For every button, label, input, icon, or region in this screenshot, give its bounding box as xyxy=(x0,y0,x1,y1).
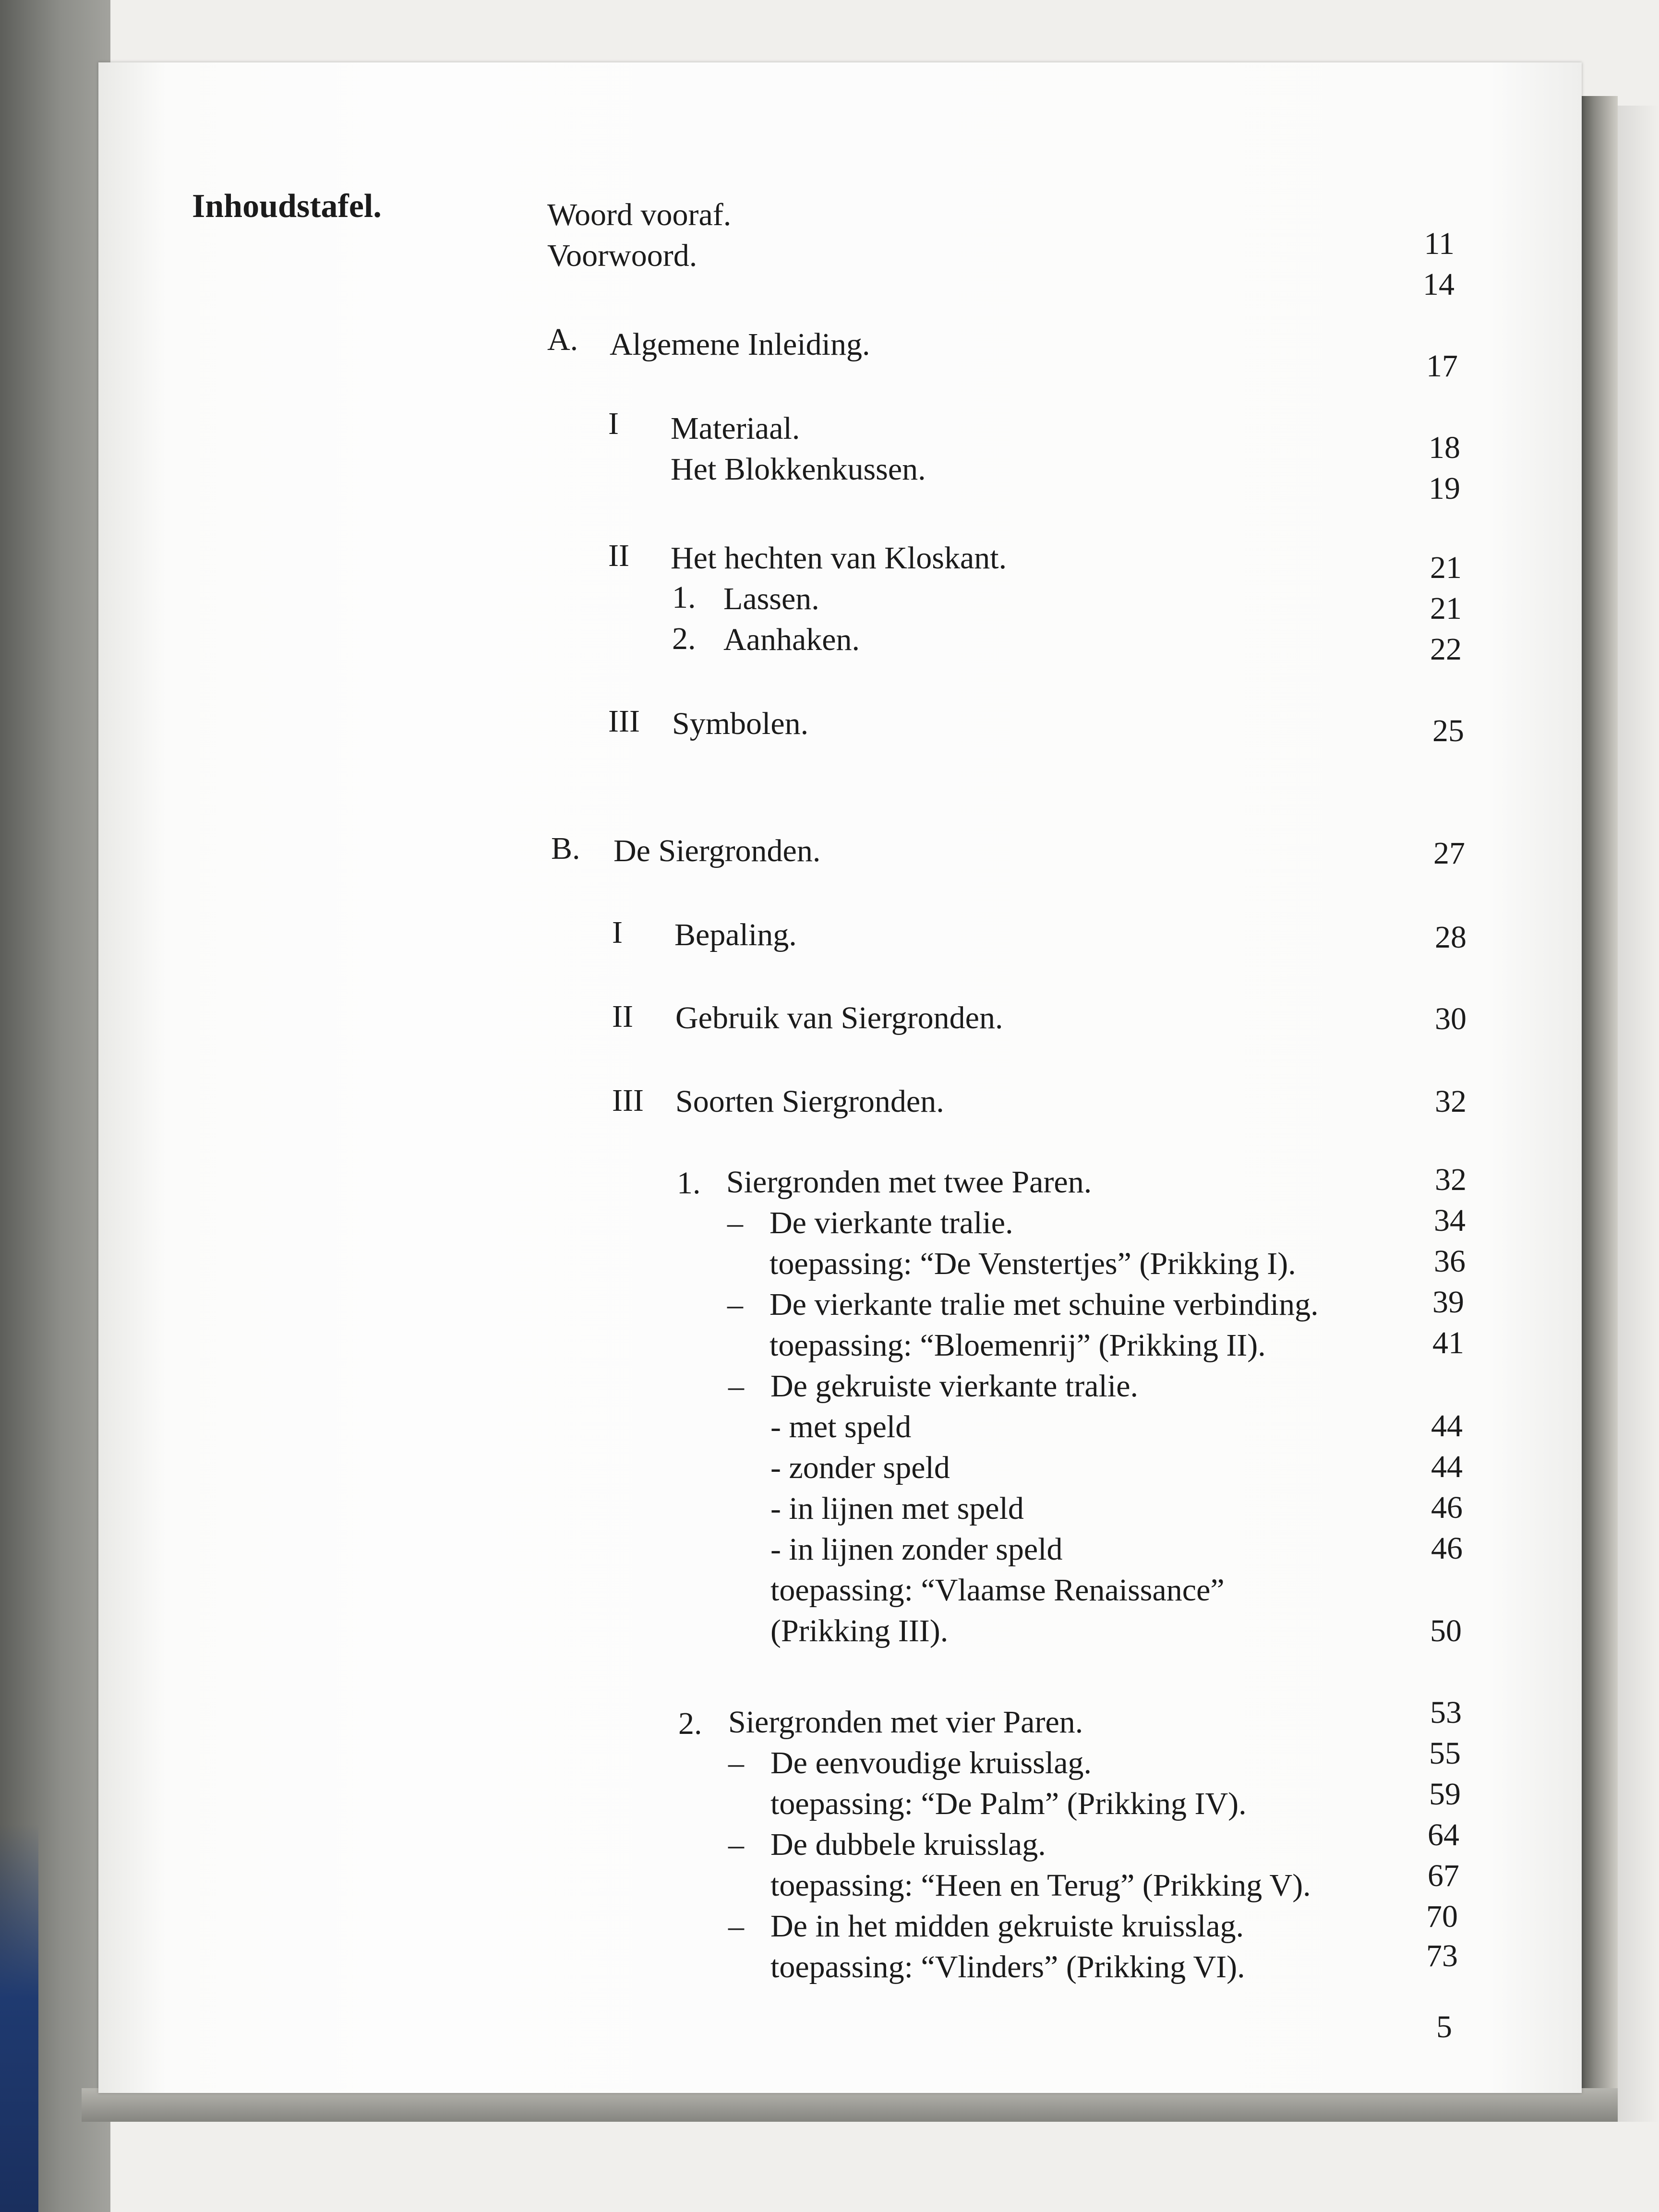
toc-entry-title: Siergronden met twee Paren. xyxy=(726,1165,1092,1200)
toc-entry-title: De Siergronden. xyxy=(613,833,821,868)
toc-entry-title: De dubbele kruisslag. xyxy=(770,1827,1046,1862)
toc-entry-page: 64 xyxy=(1428,1817,1459,1852)
toc-entry-marker: – xyxy=(728,1827,744,1862)
toc-entry-title: Materiaal. xyxy=(671,411,800,446)
toc-entry-title: De gekruiste vierkante tralie. xyxy=(770,1369,1138,1404)
toc-entry-page: 19 xyxy=(1429,471,1460,506)
toc-entry-page: 17 xyxy=(1426,349,1458,384)
toc-entry-page: 39 xyxy=(1432,1285,1464,1320)
toc-entry-page: 18 xyxy=(1429,430,1460,465)
page-number: 5 xyxy=(1436,2009,1452,2044)
toc-entry-title: De vierkante tralie. xyxy=(769,1205,1013,1240)
toc-entry-page: 30 xyxy=(1435,1001,1467,1036)
toc-entry-marker: III xyxy=(608,704,640,739)
toc-entry-marker: – xyxy=(727,1205,743,1240)
toc-entry-title: De eenvoudige kruisslag. xyxy=(770,1745,1092,1780)
toc-entry-title: - in lijnen zonder speld xyxy=(770,1532,1063,1567)
toc-entry-title: Soorten Siergronden. xyxy=(675,1084,944,1119)
toc-entry-page: 28 xyxy=(1435,920,1467,955)
toc-entry-page: 46 xyxy=(1431,1531,1463,1566)
toc-entry-title: toepassing: “De Venstertjes” (Prikking I). xyxy=(769,1246,1296,1281)
toc-entry-page: 32 xyxy=(1435,1162,1467,1197)
toc-entry-title: toepassing: “Heen en Terug” (Prikking V). xyxy=(770,1868,1311,1903)
toc-entry-title: Gebruik van Siergronden. xyxy=(675,1000,1003,1035)
toc-entry-page: 27 xyxy=(1433,836,1465,871)
toc-entry-marker: – xyxy=(728,1369,744,1404)
toc-entry-title: toepassing: “Bloemenrij” (Prikking II). xyxy=(769,1328,1266,1363)
toc-entry-marker: B. xyxy=(551,831,580,866)
toc-entry-title: Algemene Inleiding. xyxy=(610,327,870,362)
toc-entry-page: 59 xyxy=(1429,1777,1461,1812)
toc-entry-marker: – xyxy=(728,1909,744,1944)
toc-entry-title: - zonder speld xyxy=(770,1450,950,1485)
toc-entry-marker: I xyxy=(608,406,619,441)
toc-entry-title: Symbolen. xyxy=(672,706,809,741)
toc-entry-page: 73 xyxy=(1426,1938,1458,1973)
toc-entry-page: 22 xyxy=(1430,632,1462,667)
toc-entry-marker: II xyxy=(608,538,629,573)
toc-entry-page: 70 xyxy=(1426,1899,1458,1934)
toc-entry-marker: 1. xyxy=(672,580,696,615)
toc-entry-marker: 2. xyxy=(678,1706,702,1741)
toc-entry-page: 67 xyxy=(1428,1858,1459,1893)
toc-entry-title: - in lijnen met speld xyxy=(770,1491,1024,1526)
toc-entry-title: Aanhaken. xyxy=(723,622,860,657)
toc-entry-title: Bepaling. xyxy=(674,917,797,952)
book-board-bottom xyxy=(82,2088,1618,2122)
toc-entry-title: De vierkante tralie met schuine verbinding. xyxy=(769,1287,1319,1322)
toc-heading: Inhoudstafel. xyxy=(192,188,382,225)
toc-entry-title: toepassing: “Vlaamse Renaissance” xyxy=(770,1573,1225,1608)
toc-entry-title: De in het midden gekruiste kruisslag. xyxy=(770,1909,1244,1944)
toc-entry-title: Woord vooraf. xyxy=(547,197,732,232)
toc-entry-title: toepassing: “De Palm” (Prikking IV). xyxy=(770,1786,1247,1821)
toc-entry-page: 14 xyxy=(1423,267,1455,302)
toc-entry-title: Het Blokkenkussen. xyxy=(671,452,926,487)
toc-entry-marker: III xyxy=(612,1083,644,1118)
book-board-right xyxy=(1579,96,1618,2103)
toc-entry-page: 25 xyxy=(1432,713,1464,748)
toc-entry-marker: A. xyxy=(547,322,578,357)
toc-entry-marker: – xyxy=(728,1745,744,1780)
toc-entry-marker: 1. xyxy=(677,1166,701,1201)
book-page xyxy=(98,62,1582,2093)
toc-entry-page: 21 xyxy=(1430,591,1462,626)
toc-entry-page: 46 xyxy=(1431,1490,1463,1525)
toc-entry-page: 44 xyxy=(1431,1449,1463,1484)
toc-entry-title: Voorwoord. xyxy=(547,238,697,273)
toc-entry-title: toepassing: “Vlinders” (Prikking VI). xyxy=(770,1949,1245,1984)
toc-entry-page: 50 xyxy=(1430,1613,1462,1648)
toc-entry-page: 36 xyxy=(1434,1244,1466,1279)
toc-entry-marker: II xyxy=(612,999,633,1034)
toc-entry-marker: – xyxy=(727,1287,743,1322)
toc-entry-title: Het hechten van Kloskant. xyxy=(671,541,1007,576)
toc-entry-page: 32 xyxy=(1435,1084,1467,1119)
toc-entry-page: 44 xyxy=(1431,1408,1463,1443)
toc-entry-title: Lassen. xyxy=(723,581,819,616)
toc-entry-page: 41 xyxy=(1432,1325,1464,1360)
toc-entry-marker: I xyxy=(612,915,623,950)
book-cover-edge xyxy=(0,1824,38,2212)
toc-entry-marker: 2. xyxy=(672,621,696,656)
toc-entry-title: - met speld xyxy=(770,1409,912,1444)
toc-entry-page: 55 xyxy=(1429,1736,1461,1771)
toc-entry-page: 11 xyxy=(1424,226,1455,261)
toc-entry-page: 21 xyxy=(1430,550,1462,585)
toc-entry-page: 53 xyxy=(1430,1695,1462,1730)
toc-entry-title: Siergronden met vier Paren. xyxy=(728,1705,1083,1740)
toc-entry-title: (Prikking III). xyxy=(770,1613,949,1648)
toc-entry-page: 34 xyxy=(1434,1203,1466,1238)
